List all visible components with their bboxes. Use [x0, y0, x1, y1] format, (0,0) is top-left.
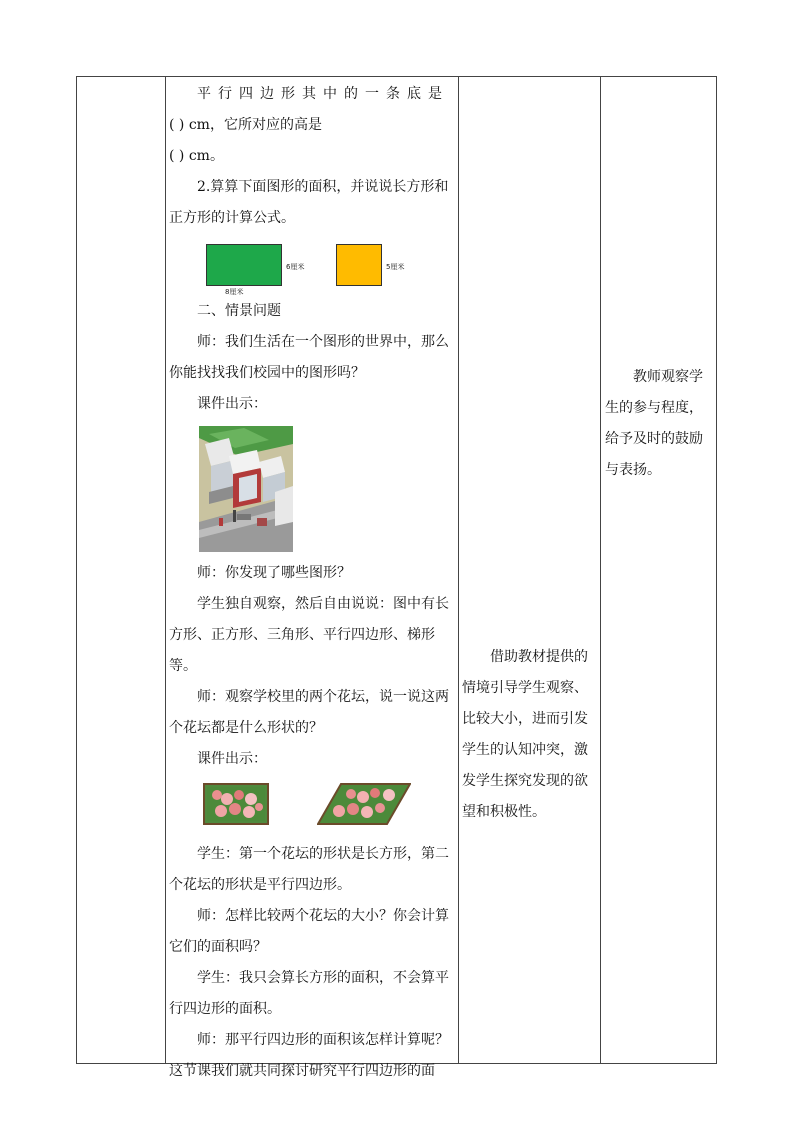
rectangle-flower-bed — [203, 783, 269, 825]
area-figures — [169, 234, 456, 296]
intent-line4: 学生的认知冲突，激 — [462, 742, 588, 758]
teacher-line3-b: 个花坛都是什么形状的？ — [169, 720, 323, 736]
teaching-process-cell — [169, 77, 456, 1087]
intent-line3: 比较大小，进而引发 — [462, 711, 588, 727]
notes-line4: 与表扬。 — [605, 462, 661, 478]
intent-line2: 情境引导学生观察、 — [462, 680, 588, 696]
teacher-line1-a: 师：我们生活在一个图形的世界中，那么 — [197, 334, 449, 350]
student-line2-a: 学生：第一个花坛的形状是长方形，第二 — [197, 846, 449, 862]
intent-line5: 发学生探究发现的欲 — [462, 773, 588, 789]
lesson-table — [76, 76, 717, 1079]
orange-side-label: 5厘米 — [386, 263, 405, 271]
teacher-line5-b: 这节课我们就共同探讨研究平行四边形的面 — [169, 1063, 435, 1079]
teacher-line1-b: 你能找找我们校园中的图形吗？ — [169, 365, 365, 381]
teacher-line5-a: 师：那平行四边形的面积该怎样计算呢？ — [197, 1032, 449, 1048]
question1-line1: 平行四边形其中的一条底是 — [197, 86, 449, 102]
teacher-line4-a: 师：怎样比较两个花坛的大小？你会计算 — [197, 908, 449, 924]
section2-title: 二、情景问题 — [197, 303, 281, 319]
courseware-show-2: 课件出示： — [197, 751, 267, 767]
green-rectangle — [206, 244, 282, 286]
question2-line1: 2.算算下面图形的面积，并说说长方形和 — [197, 179, 449, 195]
student-line3-b: 行四边形的面积。 — [169, 1001, 281, 1017]
student-line3-a: 学生：我只会算长方形的面积，不会算平 — [197, 970, 449, 986]
teacher-line3-a: 师：观察学校里的两个花坛，说一说这两 — [197, 689, 449, 705]
intent-line1: 借助教材提供的 — [490, 649, 588, 665]
orange-square — [336, 244, 382, 286]
teacher-line2: 师：你发现了哪些图形？ — [197, 565, 351, 581]
notes-line1: 教师观察学 — [633, 369, 703, 385]
student-line1-b: 方形、正方形、三角形、平行四边形、梯形等。 — [169, 627, 435, 674]
flower-beds-image — [169, 775, 456, 839]
student-line2-b: 个花坛的形状是平行四边形。 — [169, 877, 351, 893]
question1-line2: ( ) cm，它所对应的高是 — [169, 117, 322, 133]
green-height-label: 6厘米 — [286, 263, 305, 271]
column-divider-3 — [600, 77, 601, 1063]
question2-line2: 正方形的计算公式。 — [169, 210, 295, 226]
green-width-label: 8厘米 — [225, 288, 244, 296]
campus-image — [199, 426, 293, 552]
column-divider-2 — [458, 77, 459, 1063]
parallelogram-flower-bed — [317, 783, 411, 825]
column-divider-1 — [165, 77, 166, 1063]
student-line1-a: 学生独自观察，然后自由说说：图中有长 — [197, 596, 449, 612]
teacher-line4-b: 它们的面积吗？ — [169, 939, 267, 955]
notes-line2: 生的参与程度， — [605, 400, 703, 416]
intent-line6: 望和积极性。 — [462, 804, 546, 820]
question1-line3: ( ) cm。 — [169, 148, 224, 164]
notes-line3: 给予及时的鼓励 — [605, 431, 703, 447]
design-intent-cell — [462, 642, 595, 828]
notes-cell — [605, 362, 713, 486]
courseware-show-1: 课件出示： — [197, 396, 267, 412]
